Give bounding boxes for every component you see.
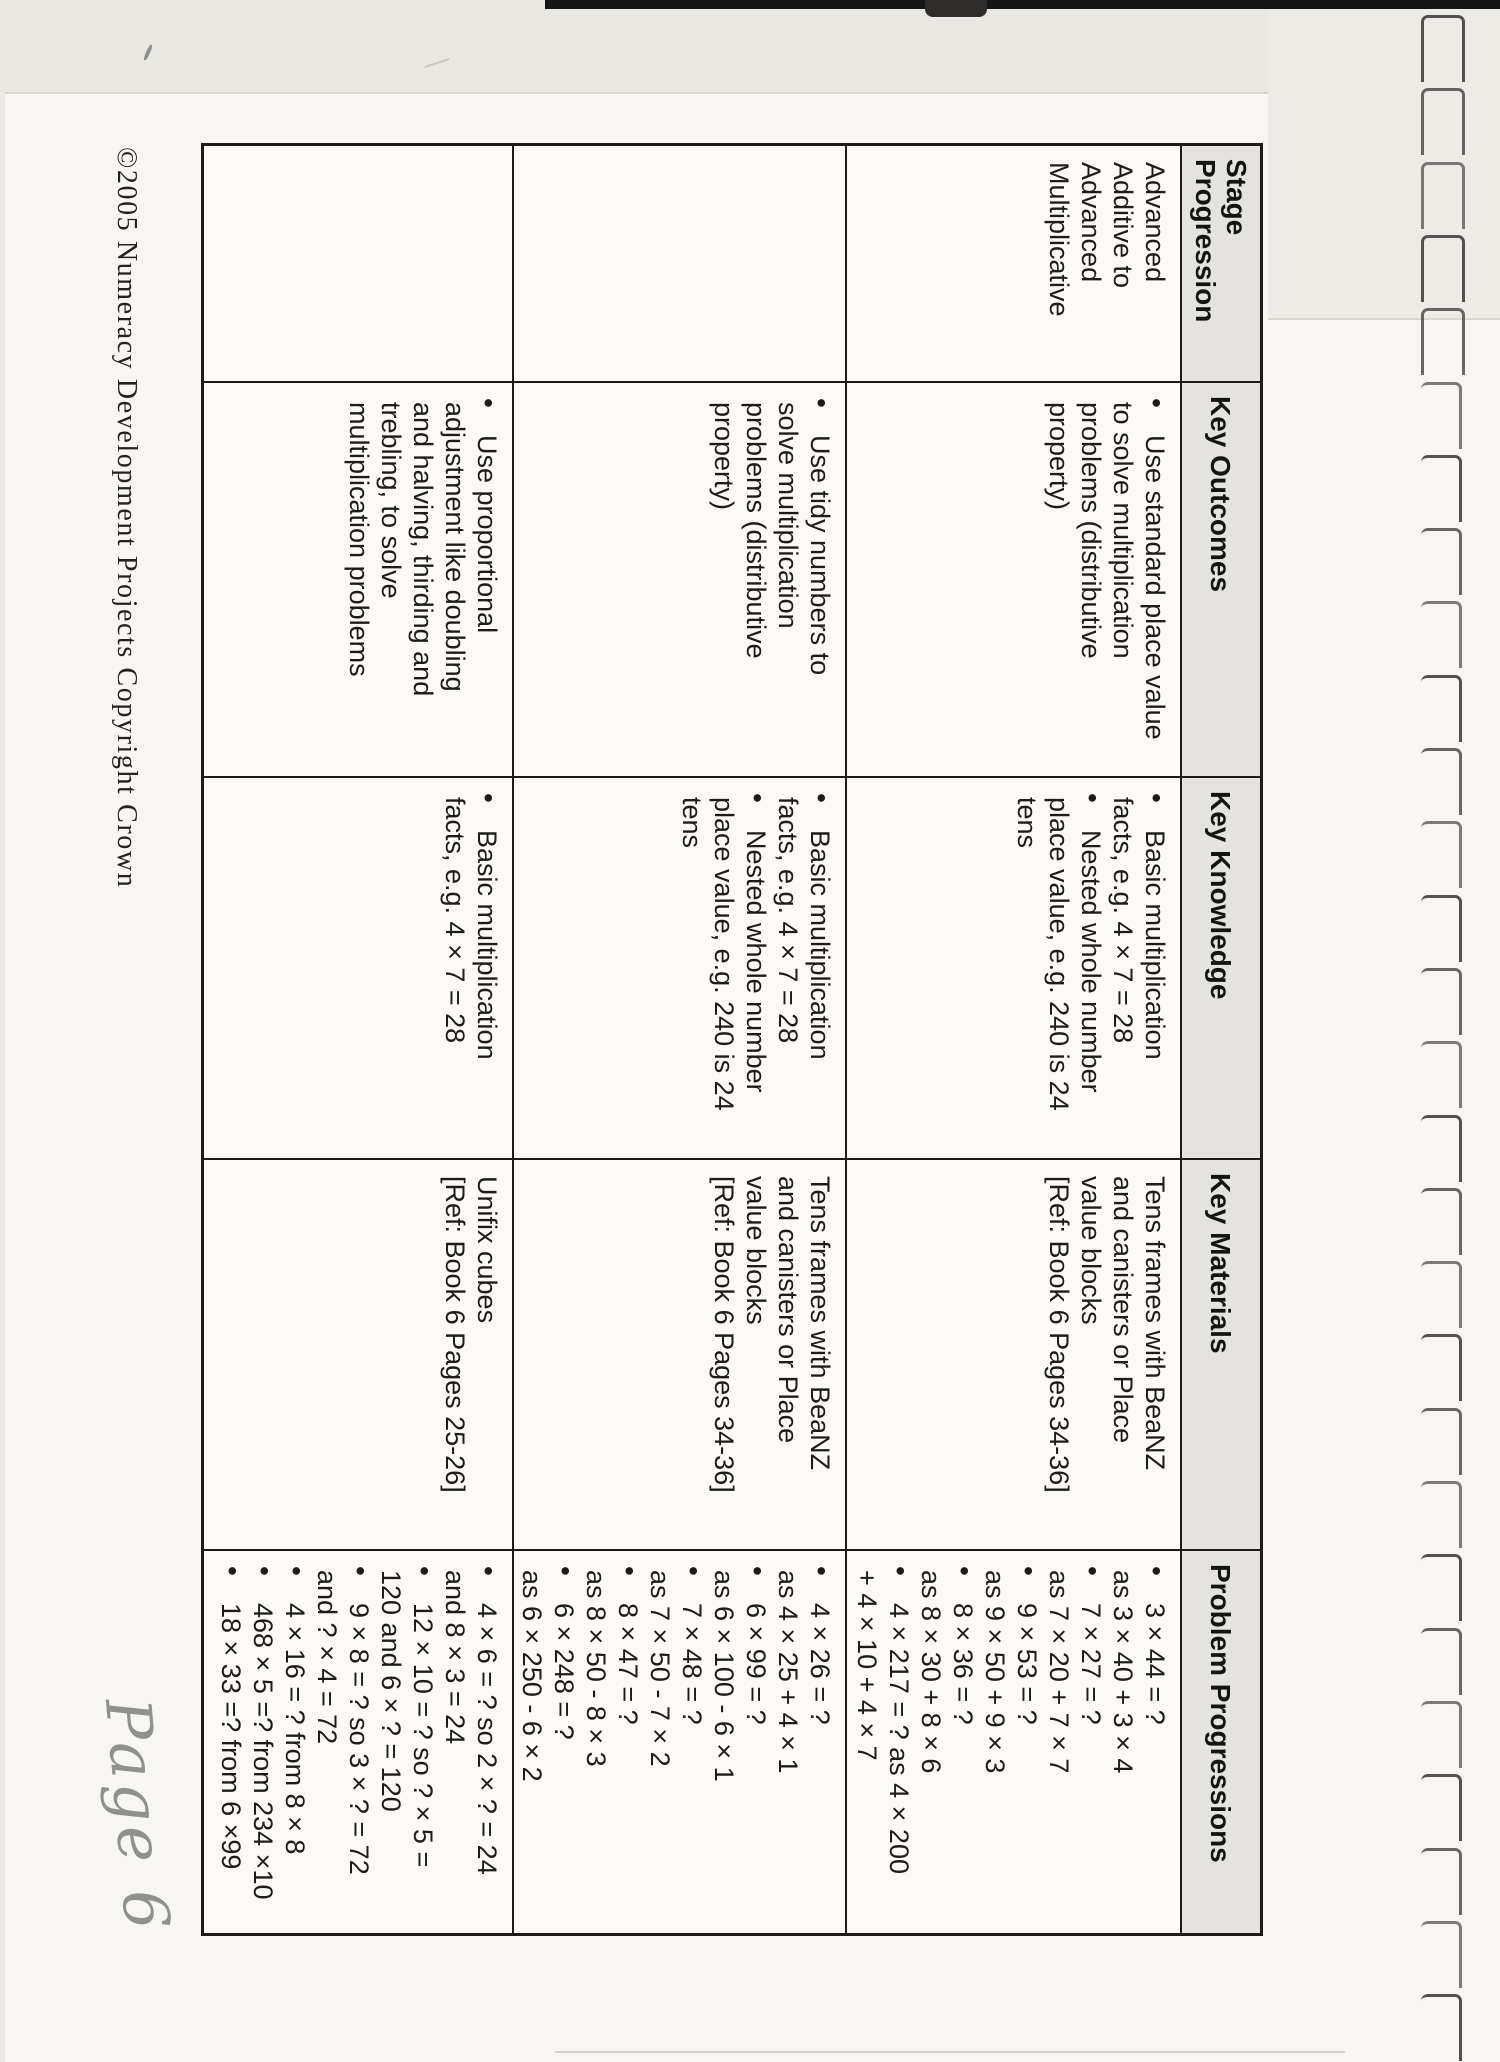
problems-cell <box>512 1551 845 1933</box>
text-line-content: 8 × 47 = ? <box>613 1603 643 1725</box>
text-line: and canisters or Place <box>773 1176 803 1444</box>
text-line: facts, e.g. 4 × 7 = 28 <box>1108 797 1138 1044</box>
text-line-content: 6 × 99 = ? <box>741 1603 771 1725</box>
text-line-content: Use standard place value <box>1140 435 1170 740</box>
text-line <box>1075 1551 1107 1933</box>
text-line: Multiplicative <box>1044 162 1074 317</box>
text-line <box>471 1551 503 1933</box>
bullet-icon: • <box>1141 398 1172 408</box>
bullet-icon: • <box>1141 1566 1172 1576</box>
text-line: Unifix cubes <box>472 1176 502 1324</box>
column-header: Key Knowledge <box>1180 778 1260 1160</box>
text-line-content: 468 × 5 =? from 234 ×10 <box>248 1603 278 1900</box>
text-line: as 3 × 40 + 3 × 4 <box>1108 1570 1138 1774</box>
text-line <box>740 778 772 1158</box>
text-line <box>1139 383 1171 776</box>
text-line <box>804 778 836 1158</box>
bullet-icon: • <box>550 1566 581 1576</box>
page-number-note: Page 6 <box>90 1695 185 1937</box>
outcomes-cell <box>204 383 512 778</box>
column-header: Problem Progressions <box>1180 1551 1260 1933</box>
text-line <box>1139 1551 1171 1933</box>
text-line: as 7 × 20 + 7 × 7 <box>1044 1570 1074 1774</box>
text-line: value blocks <box>741 1176 771 1325</box>
text-line: as 7 × 50 - 7 × 2 <box>645 1570 675 1767</box>
text-line: adjustment like doubling <box>440 402 470 692</box>
text-line-content: 4 × 217 = ? as 4 × 200 <box>884 1603 914 1874</box>
text-line-content: 7 × 48 = ? <box>677 1603 707 1725</box>
text-line <box>1011 1551 1043 1933</box>
bullet-icon: • <box>473 793 504 803</box>
stage-cell <box>845 146 1180 383</box>
problems-cell <box>845 1551 1180 1933</box>
text-line-content: 3 × 44 = ? <box>1140 1603 1170 1725</box>
text-line <box>804 383 836 776</box>
text-line <box>1139 778 1171 1158</box>
text-line: and 8 × 3 = 24 <box>440 1570 470 1745</box>
text-line: Advanced <box>1140 162 1170 283</box>
text-line-content: Basic multiplication <box>1140 830 1170 1060</box>
bullet-icon: • <box>1077 793 1108 803</box>
text-line: property) <box>709 402 739 511</box>
text-line-content: 18 × 33 =? from 6 ×99 <box>216 1603 246 1870</box>
text-line: [Ref: Book 6 Pages 34-36] <box>709 1176 739 1493</box>
text-line: multiplication problems <box>344 402 374 677</box>
column-header: Key Materials <box>1180 1160 1260 1551</box>
knowledge-cell <box>512 778 845 1160</box>
progression-table <box>201 143 1263 1936</box>
text-line-content: 9 × 8 = ? so 3 × ? = 72 <box>344 1603 374 1875</box>
text-line-content: 4 × 26 = ? <box>805 1603 835 1725</box>
bullet-icon: • <box>473 398 504 408</box>
text-line <box>471 778 503 1158</box>
text-line <box>804 1551 836 1933</box>
text-line-content: Basic multiplication <box>805 830 835 1060</box>
text-line <box>612 1551 644 1933</box>
stage-cell <box>204 146 512 383</box>
text-line: place value, e.g. 240 is 24 <box>709 797 739 1111</box>
text-line: as 6 × 250 - 6 × 2 <box>517 1570 547 1782</box>
text-line <box>676 1551 708 1933</box>
text-line <box>1075 778 1107 1158</box>
knowledge-cell <box>204 778 512 1160</box>
text-line-content: Use proportional <box>472 435 502 634</box>
bullet-icon: • <box>742 793 773 803</box>
text-line: and ? × 4 = 72 <box>312 1570 342 1745</box>
bullet-icon: • <box>345 1566 376 1576</box>
materials-cell <box>204 1160 512 1551</box>
bullet-icon: • <box>249 1566 280 1576</box>
text-line: place value, e.g. 240 is 24 <box>1044 797 1074 1111</box>
bullet-icon: • <box>217 1566 248 1576</box>
bullet-icon: • <box>281 1566 312 1576</box>
problems-cell <box>204 1551 512 1933</box>
text-line <box>883 1551 915 1933</box>
text-line: + 4 × 10 + 4 × 7 <box>852 1570 882 1761</box>
text-line: problems (distributive <box>1076 402 1106 659</box>
bullet-icon: • <box>409 1566 440 1576</box>
text-line-content: 4 × 16 = ? from 8 × 8 <box>280 1603 310 1855</box>
text-line <box>407 1551 439 1933</box>
copyright-line: ©2005 Numeracy Development Projects Copyright Crown <box>111 147 142 889</box>
text-line <box>247 1551 279 1933</box>
text-line: tens <box>677 797 707 849</box>
bullet-icon: • <box>473 1566 504 1576</box>
materials-cell <box>845 1160 1180 1551</box>
bullet-icon: • <box>1077 1566 1108 1576</box>
materials-cell <box>512 1160 845 1551</box>
text-line: property) <box>1044 402 1074 511</box>
text-line <box>279 1551 311 1933</box>
text-line: facts, e.g. 4 × 7 = 28 <box>440 797 470 1044</box>
text-line: as 8 × 50 - 8 × 3 <box>581 1570 611 1767</box>
text-line-content: 12 × 10 = ? so ? × 5 = <box>408 1603 438 1868</box>
text-line-content: Use tidy numbers to <box>805 435 835 676</box>
text-line-content: 9 × 53 = ? <box>1012 1603 1042 1725</box>
bullet-icon: • <box>806 793 837 803</box>
bullet-icon: • <box>806 398 837 408</box>
column-header: Stage Progression <box>1180 146 1260 383</box>
text-line-content: 8 × 36 = ? <box>948 1603 978 1725</box>
text-line: and halving, thirding and <box>408 402 438 697</box>
text-line <box>471 383 503 776</box>
text-line-content: 4 × 6 = ? so 2 × ? = 24 <box>472 1603 502 1875</box>
text-line: Tens frames with BeaNZ <box>805 1176 835 1471</box>
text-line: Tens frames with BeaNZ <box>1140 1176 1170 1471</box>
text-line-content: Nested whole number <box>741 830 771 1093</box>
bullet-icon: • <box>806 1566 837 1576</box>
bullet-icon: • <box>1141 793 1172 803</box>
text-line-content: 6 × 248 = ? <box>549 1603 579 1740</box>
text-line: [Ref: Book 6 Pages 34-36] <box>1044 1176 1074 1493</box>
bullet-icon: • <box>614 1566 645 1576</box>
text-line: 120 and 6 × ? = 120 <box>376 1570 406 1812</box>
text-line <box>548 1551 580 1933</box>
text-line: problems (distributive <box>741 402 771 659</box>
text-line <box>947 1551 979 1933</box>
bullet-icon: • <box>742 1566 773 1576</box>
bullet-icon: • <box>885 1566 916 1576</box>
text-line: facts, e.g. 4 × 7 = 28 <box>773 797 803 1044</box>
outcomes-cell <box>512 383 845 778</box>
text-line: Advanced <box>1076 162 1106 283</box>
text-line: value blocks <box>1076 1176 1106 1325</box>
text-line: trebling, to solve <box>376 402 406 599</box>
bullet-icon: • <box>949 1566 980 1576</box>
text-line: tens <box>1012 797 1042 849</box>
text-line: as 8 × 30 + 8 × 6 <box>916 1570 946 1774</box>
bullet-icon: • <box>678 1566 709 1576</box>
text-line-content: Nested whole number <box>1076 830 1106 1093</box>
text-line: [Ref: Book 6 Pages 25-26] <box>440 1176 470 1493</box>
text-line: as 6 × 100 - 6 × 1 <box>709 1570 739 1782</box>
text-line: and canisters or Place <box>1108 1176 1138 1444</box>
text-line-content: Basic multiplication <box>472 830 502 1060</box>
text-line: to solve multiplication <box>1108 402 1138 659</box>
text-line <box>740 1551 772 1933</box>
text-line <box>215 1551 247 1933</box>
outcomes-cell <box>845 383 1180 778</box>
stage-cell <box>512 146 845 383</box>
bullet-icon: • <box>1013 1566 1044 1576</box>
text-line: Additive to <box>1108 162 1138 289</box>
text-line-content: 7 × 27 = ? <box>1076 1603 1106 1725</box>
knowledge-cell <box>845 778 1180 1160</box>
text-line: solve multiplication <box>773 402 803 629</box>
text-line: as 4 × 25 + 4 × 1 <box>773 1570 803 1774</box>
column-header: Key Outcomes <box>1180 383 1260 778</box>
text-line <box>343 1551 375 1933</box>
text-line: as 9 × 50 + 9 × 3 <box>980 1570 1010 1774</box>
